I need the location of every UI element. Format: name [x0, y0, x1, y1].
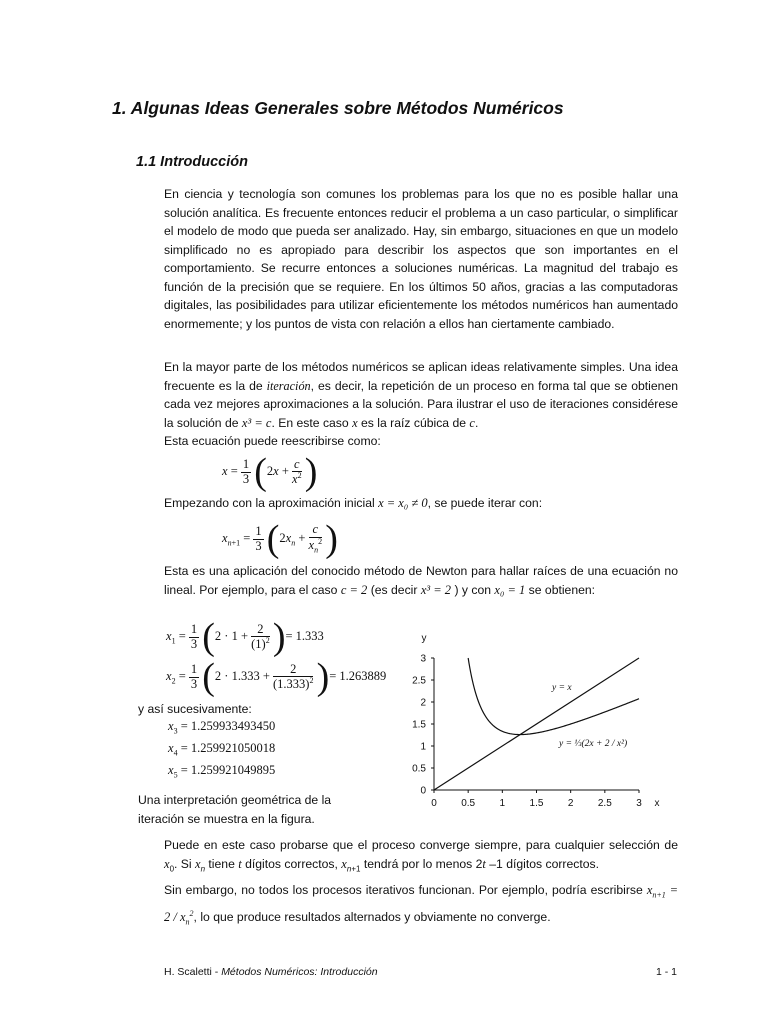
- x-tick-label: 1.5: [529, 798, 544, 809]
- equation-x1: $x_1$ = $\frac{1}{3}$ (2 · 1 + $\frac{2}{(1)^2}$ )= 1.333: [166, 616, 324, 658]
- y-tick-label: 1: [420, 741, 426, 753]
- footer-page-number: 1 - 1: [656, 966, 678, 978]
- iteration-chart: [400, 628, 680, 818]
- annotation-newton: y = ⅓(2x + 2 / x²): [559, 739, 628, 749]
- equation-x5: $x_5 = 1.259921049895$: [168, 763, 276, 780]
- series-line-identity: [434, 658, 639, 790]
- x-tick-label: 1: [499, 798, 506, 809]
- equation-x3: $x_3 = 1.259933493450$: [168, 719, 276, 736]
- equation-x4: $x_4 = 1.259921050018$: [168, 741, 276, 758]
- y-tick-label: 0.5: [412, 763, 426, 775]
- y-tick-label: 1.5: [412, 719, 426, 731]
- equation-x2: $x_2$ = $\frac{1}{3}$ (2 · 1.333 + $\frac{2}{(1.333)^2}$ )= 1.263889: [166, 656, 387, 698]
- annotation-identity: y = x: [552, 683, 572, 693]
- y-tick-label: 2.5: [412, 675, 426, 687]
- footer-left: H. Scaletti - Métodos Numéricos: Introducción: [164, 966, 378, 978]
- paragraph-3: Empezando con la aproximación inicial x = x₀ ≠ 0, se puede iterar con:: [164, 496, 543, 510]
- x-tick-label: 0.5: [461, 798, 476, 809]
- series-line-newton: [468, 658, 639, 735]
- y-tick-label: 0: [420, 785, 426, 797]
- y-axis-label: y: [421, 633, 427, 644]
- paragraph-1: En ciencia y tecnología son comunes los problemas para los que no es posible hallar una solución analítica. Es frecuente entonces reducir el problema a un caso particular, o simplificar el modelo de modo que pueda ser analizado. Hay, sin embargo, situaciones en que un modelo simplificado no es apropiado para describir los aspectos que son importantes en el comportamiento. Se recurre entonces a soluciones numéricas. La magnitud del trabajo es función de la precisión que se requiere. En los últimos 50 años, gracias a las computadoras digitales, las posibilidades para utilizar eficientemente los métodos numéricos han aumentado enormemente; y los puntos de vista con relación a ellos han ciertamente cambiado.: [164, 187, 678, 331]
- paragraph-4: Esta es una aplicación del conocido método de Newton para hallar raíces de una ecuación no lineal. Por ejemplo, para el caso c = 2 (es decir x³ = 2 ) y con x₀ = 1 se obtienen:: [164, 564, 678, 597]
- y-tick-label: 3: [420, 653, 426, 665]
- x-tick-label: 2.5: [597, 798, 612, 809]
- chapter-title: 1. Algunas Ideas Generales sobre Métodos Numéricos: [112, 98, 564, 118]
- x-tick-label: 3: [636, 798, 642, 809]
- x-tick-label: 2: [567, 798, 574, 809]
- section-title: 1.1 Introducción: [136, 154, 248, 170]
- sucesivamente-text: y así sucesivamente:: [138, 702, 252, 716]
- paragraph-5: Puede en este caso probarse que el proceso converge siempre, para cualquier selección de $x_0$. Si $x_n$ tiene t dígitos correctos, $x_{n+1}$ tendrá por lo menos 2t –1 dígitos correctos.: [164, 838, 678, 873]
- paragraph-2: En la mayor parte de los métodos numéricos se aplican ideas relativamente simples. Una idea frecuente es la de iteración, es decir, la repetición de un proceso en forma tal que se obtienen cada vez mejores aproximaciones a la solución. Para ilustrar el uso de iteraciones considérese la solución de x³ = c. En este caso x es la raíz cúbica de c. Esta ecuación puede reescribirse como:: [164, 360, 678, 448]
- y-tick-label: 2: [420, 697, 426, 709]
- equation-iteration: $x_{n+1}$ = $\frac{1}{3}$ ($2x_n$ + $\frac{c}{x_n^2}$ ): [222, 518, 338, 560]
- x-axis-label: x: [654, 798, 660, 809]
- equation-rewritten: x = $\frac{1}{3}$ (2x + $\frac{c}{x^2}$ ): [222, 451, 318, 493]
- x-tick-label: 0: [431, 798, 437, 809]
- paragraph-6: Sin embargo, no todos los procesos iterativos funcionan. Por ejemplo, podría escribirse $x_{n+1} = 2 / x_n^2$, lo que produce resultados alternados y obviamente no converge.: [164, 883, 679, 927]
- interpretation-text: Una interpretación geométrica de la iteración se muestra en la figura.: [138, 793, 332, 826]
